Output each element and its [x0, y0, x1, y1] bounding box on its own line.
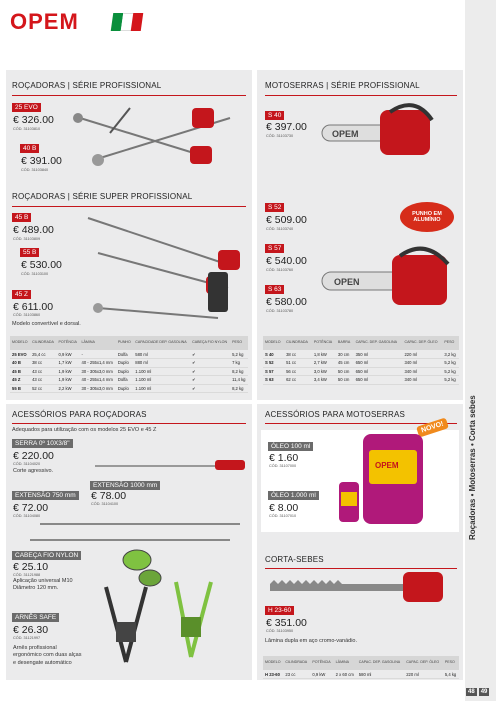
col-header: POTÊNCIA — [312, 336, 336, 350]
price-25evo: € 326.00 — [13, 114, 54, 126]
model-tag-40b: 40 B — [20, 144, 39, 153]
table-cell: 52 cc — [30, 384, 56, 393]
table-cell: 30 - 305x3,0 mm — [79, 367, 115, 376]
table-cell: Duplo — [116, 384, 133, 393]
table-cell: 340 ml — [402, 359, 442, 368]
sidebar — [465, 0, 496, 701]
table-cell: 1,8 kW — [312, 350, 336, 359]
rocadoras-super-title: ROÇADORAS | SÉRIE SUPER PROFISSIONAL — [12, 192, 193, 201]
model-tag-25evo: 25 EVO — [12, 103, 41, 112]
table-cell: 1.100 ml — [133, 384, 190, 393]
table-cell: 51 cc — [284, 359, 312, 368]
col-header: POTÊNCIA — [57, 336, 80, 350]
price-45z: € 611.00 — [13, 301, 54, 313]
table-cell: 40 - 255x1,4 mm — [79, 376, 115, 385]
pole-saw-image — [95, 454, 245, 474]
table-cell: 3,4 kW — [312, 376, 336, 385]
rocadoras-pro-title: ROÇADORAS | SÉRIE PROFISSIONAL — [12, 81, 162, 90]
table-cell: 23 cc — [283, 670, 310, 679]
table-cell: Duplo — [116, 359, 133, 368]
table-cell: 45 B — [10, 367, 30, 376]
table-cell: 55 B — [10, 384, 30, 393]
table-cell: 43 cc — [30, 376, 56, 385]
table-cell: 0,9 kW — [57, 350, 80, 359]
table-cell: 5,2 kg — [442, 376, 459, 385]
table-cell: 1,9 kW — [57, 376, 80, 385]
model-tag-s63: S 63 — [265, 285, 284, 294]
table-cell: ✔ — [190, 376, 230, 385]
table-row — [10, 350, 248, 359]
corta-sebes-spec-table — [263, 656, 459, 679]
table-cell: S 57 — [263, 367, 284, 376]
table-cell: 3,0 kW — [312, 367, 336, 376]
sidebar-section-label: Roçadoras • Motoserras • Corta sebes — [468, 395, 477, 540]
extensao-750-tag: EXTENSÃO 750 mm — [12, 491, 79, 500]
table-cell: 8,2 kg — [230, 384, 248, 393]
table-cell: Dolfa — [116, 350, 133, 359]
oleo-100-price: € 1.60 — [269, 452, 299, 464]
model-tag-s40: S 40 — [265, 111, 284, 120]
table-cell: 25 EVO — [10, 350, 30, 359]
table-cell: 38 cc — [284, 350, 312, 359]
svg-text:OPEM: OPEM — [332, 129, 359, 139]
extensao-1000-price: € 78.00 — [91, 490, 127, 502]
table-cell: 11,4 kg — [230, 376, 248, 385]
table-cell: 650 ml — [354, 367, 403, 376]
col-header: MODELO — [10, 336, 30, 350]
arnes-tag: ARNÊS SAFE — [12, 613, 59, 622]
page-number-left: 48 — [468, 689, 475, 695]
code-55b: CÓD. 31103100 — [21, 272, 49, 276]
brushcutter-image — [70, 98, 250, 178]
price-55b: € 530.00 — [21, 259, 62, 271]
price-s63: € 580.00 — [266, 296, 307, 308]
code-45b: CÓD. 31103809 — [13, 237, 41, 241]
table-cell: 45 Z — [10, 376, 30, 385]
table-cell: 30 cm — [336, 350, 354, 359]
price-45b: € 489.00 — [13, 224, 54, 236]
extensao-750-code: CÓD. 31104080 — [13, 514, 41, 518]
table-cell: 25,4 cc — [30, 350, 56, 359]
extensao-1000-code: CÓD. 31104100 — [91, 502, 119, 506]
table-cell: 5,2 kg — [442, 359, 459, 368]
table-cell: 1,7 kW — [57, 359, 80, 368]
rocadoras-spec-table — [10, 336, 248, 393]
model-tag-s57: S 57 — [265, 244, 284, 253]
extensao-1000-tag: EXTENSÃO 1000 mm — [90, 481, 160, 490]
col-header: PUNHO — [116, 336, 133, 350]
table-cell: 45 cm — [336, 359, 354, 368]
code-s63: CÓD. 31103780 — [266, 309, 294, 313]
table-cell: H 23-60 — [263, 670, 283, 679]
table-cell: 40 - 255x1,4 mm — [79, 359, 115, 368]
model-tag-45b: 45 B — [12, 213, 31, 222]
table-cell: S 52 — [263, 359, 284, 368]
super-brushcutter-image — [78, 208, 248, 328]
serra-code: CÓD. 31104020 — [13, 462, 41, 466]
code-s40: CÓD. 31103730 — [266, 134, 294, 138]
chainsaw-s40-image — [320, 100, 440, 175]
italian-flag-icon — [111, 13, 144, 31]
page-number-right: 49 — [480, 689, 488, 695]
table-cell: 62 cc — [284, 376, 312, 385]
acessorios-motoserras-title: ACESSÓRIOS PARA MOTOSERRAS — [265, 410, 406, 419]
opem-logo: OPEM — [10, 9, 79, 34]
col-header: POTÊNCIA — [310, 656, 333, 670]
table-cell: Dolfa — [116, 376, 133, 385]
h2360-desc: Lâmina dupla em aço cromo-vanádio. — [265, 638, 358, 644]
section-divider — [265, 95, 457, 96]
table-cell: Duplo — [116, 367, 133, 376]
model-tag-h2360: H 23-60 — [265, 606, 294, 615]
table-row — [263, 350, 459, 359]
serra-desc: Corte agressivo. — [13, 468, 54, 474]
table-cell: S 63 — [263, 376, 284, 385]
motoserras-spec-table — [263, 336, 459, 385]
oleo-100-label: ÓLEO 100 ml — [271, 443, 311, 450]
table-cell: - — [79, 350, 115, 359]
col-header: CABEÇA FIO NYLON — [190, 336, 230, 350]
harness-image — [96, 572, 246, 672]
table-row — [263, 670, 459, 679]
arnes-code: CÓD. 31121997 — [13, 636, 41, 640]
table-cell: 350 ml — [354, 350, 403, 359]
convertible-note: Modelo convertível e dorsal. — [12, 321, 81, 327]
table-cell: 1,9 kW — [57, 367, 80, 376]
col-header: BARRA — [336, 336, 354, 350]
aluminium-handle-badge: PUNHO EM ALUMÍNIO — [400, 202, 454, 232]
table-cell: 5,2 kg — [442, 367, 459, 376]
arnes-desc: Arnês profissional ergonómico com duas alças e desengate automático — [13, 645, 82, 666]
col-header: CAPAC. DEP. GASOLINA — [357, 656, 404, 670]
section-divider — [12, 423, 246, 424]
acessorios-subtitle: Adequados para utilização com os modelos 25 EVO e 45 Z — [12, 427, 157, 433]
table-cell: 340 ml — [402, 376, 442, 385]
table-cell: 580 ml — [133, 350, 190, 359]
model-tag-45z: 45 Z — [12, 290, 31, 299]
table-cell: 0,9 kW — [310, 670, 333, 679]
table-cell: 50 cm — [336, 376, 354, 385]
acessorios-rocadoras-title: ACESSÓRIOS PARA ROÇADORAS — [12, 410, 147, 419]
extensao-750-price: € 72.00 — [13, 502, 49, 514]
table-cell: ✔ — [190, 350, 230, 359]
table-cell: 1.100 ml — [133, 376, 190, 385]
code-45z: CÓD. 31103860 — [13, 313, 41, 317]
oleo-1000-price: € 8.00 — [269, 502, 299, 514]
col-header: CAPAC. DEP. ÓLEO — [404, 656, 443, 670]
col-header: CILINDRADA — [283, 656, 310, 670]
price-s57: € 540.00 — [266, 255, 307, 267]
oleo-100-code: CÓD. 31107000 — [269, 464, 297, 468]
table-cell: 2 x 60 cm — [334, 670, 357, 679]
table-cell: 40 B — [10, 359, 30, 368]
code-25evo: CÓD. 31103810 — [13, 127, 41, 131]
table-cell: 38 cc — [30, 359, 56, 368]
col-header: CILINDRADA — [30, 336, 56, 350]
cabeca-price: € 25.10 — [13, 561, 49, 573]
col-header: PESO — [230, 336, 248, 350]
price-s40: € 397.00 — [266, 121, 307, 133]
svg-text:OPEN: OPEN — [334, 277, 360, 287]
oleo-1000-label: ÓLEO 1.000 ml — [271, 492, 316, 499]
arnes-price: € 26.30 — [13, 624, 49, 636]
cabeca-desc: Aplicação universal M10 Diâmetro 120 mm. — [13, 578, 73, 592]
code-s52: CÓD. 31103740 — [266, 227, 294, 231]
serra-price: € 220.00 — [13, 450, 54, 462]
cabeca-code: CÓD. 31121988 — [13, 573, 41, 577]
serra-tag: SERRA 0º 10X3/8" — [12, 439, 73, 448]
table-cell: 2,7 kW — [312, 359, 336, 368]
table-cell: 30 - 305x3,0 mm — [79, 384, 115, 393]
col-header: MODELO — [263, 656, 283, 670]
col-header: LÂMINA — [79, 336, 115, 350]
col-header: PESO — [442, 336, 459, 350]
table-cell: 220 ml — [404, 670, 443, 679]
table-row — [263, 367, 459, 376]
table-cell: 43 cc — [30, 367, 56, 376]
motoserras-title: MOTOSERRAS | SÉRIE PROFISSIONAL — [265, 81, 420, 90]
table-cell: ✔ — [190, 359, 230, 368]
table-cell: 8,2 kg — [230, 367, 248, 376]
model-tag-55b: 55 B — [20, 248, 39, 257]
table-cell: ✔ — [190, 367, 230, 376]
table-cell: 650 ml — [354, 376, 403, 385]
table-row — [263, 376, 459, 385]
price-s52: € 509.00 — [266, 214, 307, 226]
novo-badge: NOVO! — [416, 417, 449, 437]
section-divider — [12, 206, 246, 207]
table-cell: 580 ml — [357, 670, 404, 679]
table-row — [10, 367, 248, 376]
table-row — [10, 376, 248, 385]
chainsaw-s63-image — [320, 240, 460, 320]
price-h2360: € 351.00 — [266, 617, 307, 629]
cabeca-tag: CABEÇA FIO NYLON — [12, 551, 81, 560]
code-40b: CÓD. 31103840 — [21, 168, 49, 172]
table-cell: 340 ml — [402, 367, 442, 376]
table-row — [10, 384, 248, 393]
table-row — [10, 359, 248, 368]
code-h2360: CÓD. 31103950 — [266, 629, 294, 633]
svg-text:OPEM: OPEM — [375, 461, 399, 470]
table-cell: 3,2 kg — [442, 350, 459, 359]
oleo-1000-code: CÓD. 31107010 — [269, 514, 297, 518]
table-cell: 1.100 ml — [133, 367, 190, 376]
oil-bottles-image — [335, 432, 430, 527]
col-header: CAPAC. DEP. GASOLINA — [354, 336, 403, 350]
table-cell: 5,4 kg — [443, 670, 459, 679]
model-tag-s52: S 52 — [265, 203, 284, 212]
col-header: CAPAC. DEP. ÓLEO — [402, 336, 442, 350]
table-cell: 56 cc — [284, 367, 312, 376]
table-cell: 2,2 kW — [57, 384, 80, 393]
table-cell: 220 ml — [402, 350, 442, 359]
table-cell: 880 ml — [133, 359, 190, 368]
table-cell: 50 cm — [336, 367, 354, 376]
price-40b: € 391.00 — [21, 155, 62, 167]
page-numbers — [466, 688, 489, 696]
col-header: CAPACIDADE DEP. GASOLINA — [133, 336, 190, 350]
table-cell: S 40 — [263, 350, 284, 359]
hedge-trimmer-image — [268, 568, 458, 608]
col-header: MODELO — [263, 336, 284, 350]
oleo-100-tag — [268, 442, 313, 451]
section-divider — [12, 95, 246, 96]
table-cell: 7 kg — [230, 359, 248, 368]
table-cell: ✔ — [190, 384, 230, 393]
code-s57: CÓD. 31103760 — [266, 268, 294, 272]
table-row — [263, 359, 459, 368]
col-header: CILINDRADA — [284, 336, 312, 350]
col-header: LÂMINA — [334, 656, 357, 670]
corta-sebes-title: CORTA-SEBES — [265, 555, 324, 564]
table-cell: 5,2 kg — [230, 350, 248, 359]
col-header: PESO — [443, 656, 459, 670]
oleo-1000-tag — [268, 491, 319, 500]
table-cell: 650 ml — [354, 359, 403, 368]
